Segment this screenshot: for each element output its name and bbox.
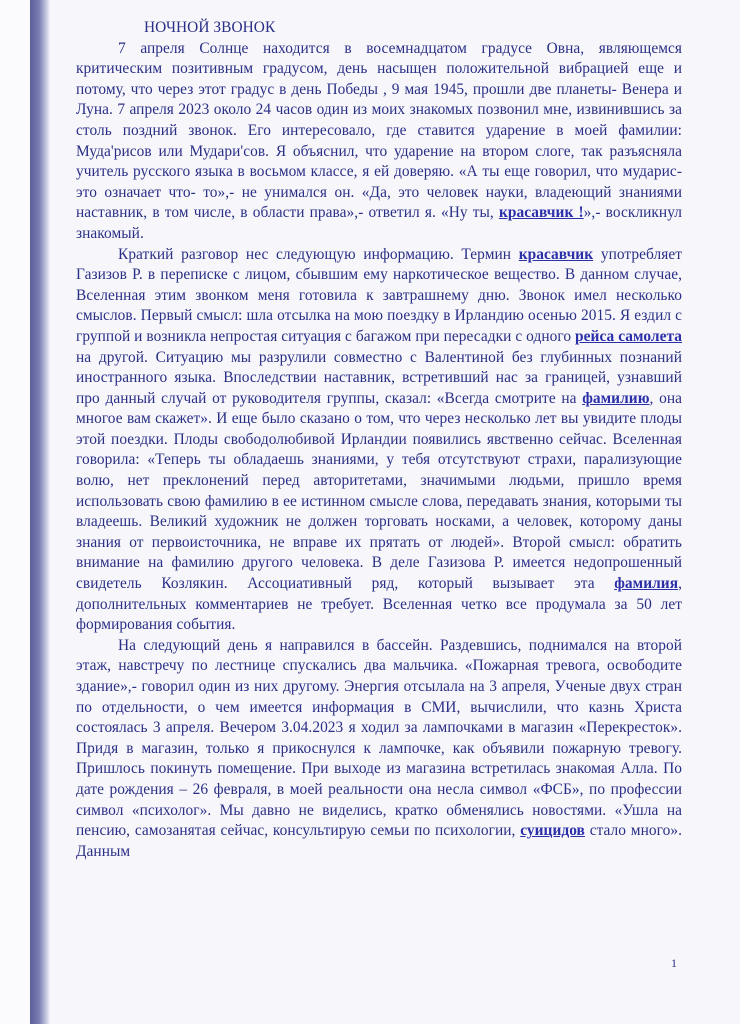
highlighted-word: рейса самолета (575, 327, 682, 345)
text-run: на другой. Ситуацию мы разрулили совместно с Валентиной без глубинных познаний иностранного языка. Впоследствии наставник, встретивший нас за границей, узнавший про данный случай от руководителя группы, сказал: «Всегда смотрите на (76, 348, 682, 407)
highlighted-word: суицидов (520, 822, 585, 840)
text-run: »,- воскликнул знакомый. (76, 204, 682, 242)
highlighted-word: красавчик (518, 245, 594, 263)
page-margin (0, 0, 30, 1024)
text-run: 7 апреля Солнце находится в восемнадцатом градусе Овна, являющемся критическим позитивным градусом, день насыщен положительной вибрацией еще и потому, что через этот градус в день Победы , 9 мая 1945, прошли две планеты- Венера и Луна. 7 апреля 2023 около 24 часов один из моих знакомых позвонил мне, извинившись за столь поздний звонок. Его интересовало, где ставится ударение в моей фамилии: Муда'рисов или Мудари'сов. Я объяснил, что ударение на втором слоге, так разъясняла учитель русского языка в восьмом классе, я ей доверяю. «А ты еще говорил, что мударис- это означает что- то»,- не унимался он. «Да, это человек науки, владеющий знаниями наставник, в том числе, в области права»,- ответил я. «Ну ты, (76, 39, 682, 222)
page-number: 1 (671, 956, 677, 970)
highlighted-word: фамилию (582, 389, 650, 407)
binding-shadow (30, 0, 50, 1024)
text-run: , она многое вам скажет». И еще было сказано о том, что через несколько лет вы увидите плоды этой поездки. Плоды свободолюбивой Ирландии появились явственно сейчас. Вселенная говорила: «Теперь ты обладаешь знаниями, у тебя отсутствуют страхи, парализующие волю, нет преклонений перед авторитетами, значимыми людьми, пришло время использовать свою фамилию в ее истинном смысле слова, передавать знания, которыми ты владеешь. Великий художник не должен торговать носками, а человек, которому даны знания от первоисточника, не вправе их прятать от людей». Второй смысл: обратить внимание на фамилию другого человека. В деле Газизова Р. имеется недопрошенный свидетель Козлякин. Ассоциативный ряд, который вызывает эта (76, 389, 682, 593)
highlighted-word: красавчик ! (498, 204, 584, 222)
highlighted-word: фамилия (614, 575, 679, 593)
text-run: , дополнительных комментариев не требует. Вселенная четко все продумала за 50 лет формирования события. (76, 575, 682, 634)
paragraph (76, 636, 682, 863)
document-body (76, 18, 682, 862)
paragraph (76, 245, 682, 636)
text-run: На следующий день я направился в бассейн. Раздевшись, поднимался на второй этаж, навстречу по лестнице спускались два мальчика. «Пожарная тревога, освободите здание»,- говорил один из них другому. Энергия отсылала на 3 апреля, Ученые двух стран по отдельности, о чем имеется информация в СМИ, вычислили, что казнь Христа состоялась 3 апреля. Вечером 3.04.2023 я ходил за лампочками в магазин «Перекресток». Придя в магазин, только я прикоснулся к лампочке, как объявили пожарную тревогу. Пришлось покинуть помещение. При выходе из магазина встретилась знакомая Алла. По дате рождения – 26 февраля, в моей реальности она несла символ «ФСБ», по профессии символ «психолог». Мы давно не виделись, кратко обменялись новостями. «Ушла на пенсию, самозанятая сейчас, консультирую семьи по психологии, (76, 636, 682, 840)
text-run: Краткий разговор нес следующую информацию. Термин (118, 245, 519, 263)
text-run: стало много». Данным (76, 822, 682, 860)
text-run: употребляет Газизов Р. в переписке с лицом, сбывшим ему наркотическое вещество. В данном случае, Вселенная этим звонком меня готовила к завтрашнему дню. Звонок имел несколько смыслов. Первый смысл: шла отсылка на мою поездку в Ирландию осенью 2015. Я ездил с группой и возникла непростая ситуация с багажом при пересадки с одного (76, 245, 682, 345)
document-title: НОЧНОЙ ЗВОНОК (144, 19, 276, 36)
paragraph (76, 39, 682, 245)
